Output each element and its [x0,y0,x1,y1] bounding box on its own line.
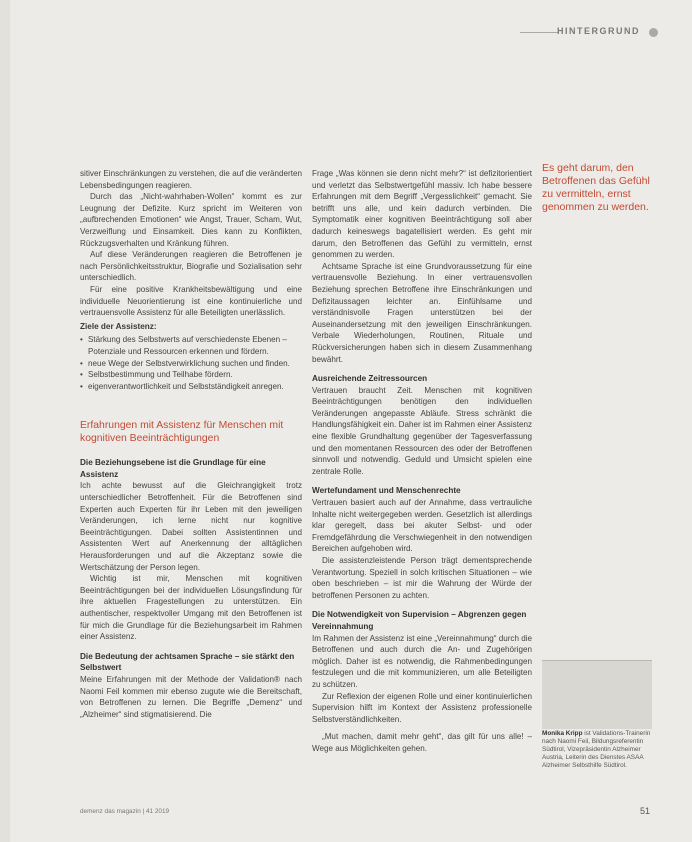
subsection-heading: Die Beziehungsebene ist die Grundlage für eine Assistenz [80,458,266,479]
paragraph: Für eine positive Krankheitsbewältigung und eine individuelle Neuorientierung ist eine kontinuierliche und vertrauensvolle Assistenz für alle Beteiligten unerlässlich. [80,284,302,318]
list-item: • eigenverantwortlichkeit und Selbstständigkeit anregen. [80,381,302,393]
pull-quote: Es geht darum, den Betroffenen das Gefühl zu vermitteln, ernst genommen zu werden. [542,162,650,213]
paragraph: Durch das „Nicht-wahrhaben-Wollen“ kommt es zur Leugnung der Defizite. Kurz spricht im Weiteren von „aufbrechenden Emotionen“ wie Angst, Trauer, Scham, Wut, Verzweiflung und Einsamkeit. Dies kann zu Konflikten, Rückzugsverhalten und Kränkung führen. [80,192,302,248]
article-column-right [312,168,532,755]
paragraph: Die assistenzleistende Person trägt dementsprechende Verantwortung. Speziell in solch kritischen Situationen – wie oben beschrieben – ist mir die Wahrung der Würde der betroffenen Personen zu achten. [312,556,532,600]
subsection-heading: Ausreichende Zeitressourcen [312,374,428,384]
header-marker-icon [649,28,658,37]
subsection-heading: Wertefundament und Menschenrechte [312,486,461,496]
paragraph: Frage „Was können sie denn nicht mehr?“ ist defizitorientiert und verletzt das Selbstwertgefühl massiv. Ich habe bessere Erfahrungen mit dem Begriff „Vergesslichkeit“ gemacht. Sie betrifft uns alle, und kein dadurch verbinden. Die Symptomatik einer kognitiven Beeinträchtigung soll aber dadurch keineswegs bagatellisiert werden. Es geht mir darum, den Betroffenen das Gefühl zu vermitteln, ernst genommen zu werden. [312,169,532,260]
goals-heading: Ziele der Assistenz: [80,321,157,331]
goals-list [80,334,302,392]
paragraph: Auf diese Veränderungen reagieren die Betroffenen je nach Persönlichkeitsstruktur, Biografie und Sozialisation sehr unterschiedlich. [80,250,302,283]
header-rule [520,32,558,33]
author-photo [542,660,652,729]
paragraph: Im Rahmen der Assistenz ist eine „Vereinnahmung“ durch die Betroffenen und auch durch die An- und Zugehörigen möglich. Daher ist es notwendig, die Rahmenbedingungen festzulegen und die mit kommunizieren, um alle Beteiligten zu schützen. [312,633,532,689]
author-name: Monika Kripp [542,730,583,737]
section-label: HINTERGRUND [557,26,640,36]
article-column-left [80,168,302,720]
paragraph: Ich achte bewusst auf die Gleichrangigkeit trotz unterschiedlicher Betroffenheit. Für die Betroffenen sind Experten auch Experten für ihr Leben mit den jeweiligen Veränderungen, ich lerne nicht nur kognitive Beeinträchtigungen. Dabei sollten Assistentinnen und Assistenten Wert auf Anerkennung der alltäglichen Herausforderungen und auf die Akzeptanz sowie die Wertschätzung der Person legen. [80,481,302,572]
paragraph: Wichtig ist mir, Menschen mit kognitiven Beeinträchtigungen bei der individuellen Lösungsfindung für ihre aktuellen Fragestellungen zu unterstützen. Ein authentischer, respektvoller Umgang mit den Betroffenen ist für mich die Grundlage für die Beziehungsarbeit im Rahmen einer Assistenz. [80,574,302,642]
subsection-heading: Die Bedeutung der achtsamen Sprache – sie stärkt den Selbstwert [80,651,295,673]
paragraph: sitiver Einschränkungen zu verstehen, die auf die veränderten Lebensbedingungen reagieren. [80,169,302,190]
paragraph: Meine Erfahrungen mit der Methode der Validation® nach Naomi Feil kommen mir ebenso zugute wie die Bereitschaft, von Betroffenen zu lernen. Die Begriffe „Demenz“ und „Alzheimer“ sind stigmatisierend. Die [80,674,302,719]
page-number: 51 [639,806,650,816]
author-bio-text: ist Validations-Trainerin nach Naomi Feil, Bildungsreferentin Südtirol, Vizepräsidentin Alzheimer Austria, Leiterin des Dienstes ASAA Alzheimer Selbsthilfe Südtirol. [542,730,651,769]
page-footer [80,806,670,820]
list-item: • Selbstbestimmung und Teilhabe fördern. [80,369,302,381]
paragraph: Vertrauen braucht Zeit. Menschen mit kognitiven Beeinträchtigungen benötigen den individuellen Veränderungen angepasste Abläufe. Stress schränkt die Handlungsfähigkeit ein. Daher ist im Rahmen einer Assistenz eine flexible Grundhaltung gegenüber der Tagesverfassung und den momentanen Ressourcen des oder der Betroffenen sinnvoll und notwendig. Geduld und Umsicht spielen eine zentrale Rolle. [312,385,532,476]
section-title: Erfahrungen mit Assistenz für Menschen mit kognitiven Beeinträchtigungen [80,420,284,444]
paragraph: Achtsame Sprache ist eine Grundvoraussetzung für eine vertrauensvolle Beziehung. In einer vertrauensvollen Beziehung sprechen Betroffene ihre Einschränkungen und Defizitaussagen leichter an. Einfühlsame und verständnisvolle Fragen unterstützen bei der Auseinandersetzung mit den jeweiligen Einschränkungen. Verbale Wiederholungen, Routinen, Rituale und Rückversicherungen haben sich in diesem Zusammenhang bewährt. [312,261,532,364]
list-item: • neue Wege der Selbstverwirklichung suchen und finden. [80,358,302,370]
footer-publication: demenz das magazin | 41 2019 [80,808,170,815]
paragraph: Zur Reflexion der eigenen Rolle und einer kontinuierlichen Supervision hilft im Kontext der Assistenz professionelle Selbstverständlichkeiten. [312,691,532,724]
list-item: • Stärkung des Selbstwerts auf verschiedenste Ebenen – Potenziale und Ressourcen erkennen und fördern. [80,334,302,357]
subsection-heading: Die Notwendigkeit von Supervision – Abgrenzen gegen Vereinnahmung [312,610,527,631]
closing-quote: „Mut machen, damit mehr geht“, das gilt für uns alle! – Wege aus Möglichkeiten gehen. [312,732,532,753]
author-bio [542,730,652,770]
page-edge [0,0,10,842]
paragraph: Vertrauen basiert auch auf der Annahme, dass vertrauliche Inhalte nicht weitergegeben werden. Gesetzlich ist allerdings klar geregelt, dass bei akuter Selbst- und oder Fremdgefährdung die Verschwiegenheit in den notwendigen Bereichen aufgehoben wird. [312,498,532,554]
section-header [520,24,680,40]
